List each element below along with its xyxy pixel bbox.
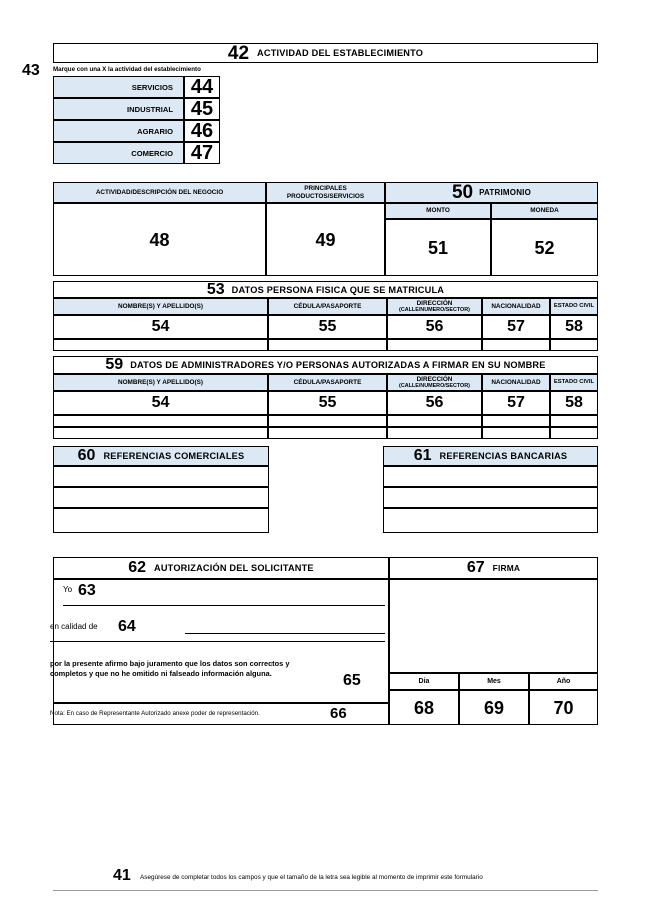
admin-col-label-nacionalidad: NACIONALIDAD bbox=[491, 378, 541, 386]
admin-field-number-55: 55 bbox=[318, 394, 337, 411]
field-number-43: 43 bbox=[22, 62, 40, 79]
patrimonio-moneda-value[interactable] bbox=[491, 219, 598, 276]
signature-day-header bbox=[389, 673, 459, 690]
bank-references-row-1[interactable] bbox=[383, 466, 598, 487]
field-number-63: 63 bbox=[78, 582, 96, 599]
person-cell-nacionalidad-blank[interactable] bbox=[482, 339, 550, 351]
signature-area[interactable] bbox=[389, 579, 598, 673]
person-cell-direccion-blank[interactable] bbox=[387, 339, 482, 351]
field-number-62: 62 bbox=[128, 559, 147, 576]
business-products-header-line1: PRINCIPALES bbox=[304, 185, 347, 193]
admin-cell-nombre-blank-1[interactable] bbox=[53, 415, 268, 427]
activity-label-industrial: INDUSTRIAL bbox=[127, 104, 173, 114]
commercial-references-row-1[interactable] bbox=[53, 466, 269, 487]
person-cell-nacionalidad[interactable] bbox=[482, 315, 550, 339]
signature-day-label: Dia bbox=[418, 678, 430, 685]
activity-row-industrial-value[interactable] bbox=[184, 98, 220, 120]
patrimonio-moneda-header bbox=[491, 203, 598, 219]
admin-cell-estado-civil-blank-1[interactable] bbox=[550, 415, 598, 427]
field-number-59: 59 bbox=[105, 356, 124, 373]
admin-col-label-estado-civil: ESTADO CIVIL bbox=[553, 379, 595, 386]
activity-row-agrario-label bbox=[53, 120, 184, 142]
person-cell-cedula-blank[interactable] bbox=[268, 339, 387, 351]
person-col-label-estado-civil: ESTADO CIVIL bbox=[553, 303, 595, 310]
field-number-70: 70 bbox=[553, 697, 574, 718]
field-number-47: 47 bbox=[190, 141, 214, 164]
signature-year-label: Año bbox=[556, 678, 571, 685]
admin-cell-estado-civil-blank-2[interactable] bbox=[550, 427, 598, 439]
person-col-header-direccion bbox=[387, 298, 482, 315]
admin-cell-estado-civil[interactable] bbox=[550, 391, 598, 415]
admin-cell-direccion-blank-2[interactable] bbox=[387, 427, 482, 439]
business-activity-header-label: ACTIVIDAD/DESCRIPCIÓN DEL NEGOCIO bbox=[95, 188, 224, 196]
activity-row-comercio-value[interactable] bbox=[184, 142, 220, 164]
person-section-header bbox=[53, 281, 598, 298]
signature-year-header bbox=[529, 673, 598, 690]
activity-row-servicios-label bbox=[53, 76, 184, 98]
person-cell-estado-civil-blank[interactable] bbox=[550, 339, 598, 351]
field-number-57: 57 bbox=[507, 318, 525, 335]
admin-col-label-cedula: CÉDULA/PASAPORTE bbox=[293, 378, 362, 386]
patrimonio-moneda-label: MONEDA bbox=[530, 207, 559, 215]
activity-label-servicios: SERVICIOS bbox=[131, 82, 173, 92]
admin-col-label-direccion-line1: DIRECCIÓN bbox=[416, 375, 453, 383]
signature-day-value[interactable] bbox=[389, 690, 459, 725]
person-col-header-cedula bbox=[268, 298, 387, 315]
person-cell-nombre-blank[interactable] bbox=[53, 339, 268, 351]
signature-month-value[interactable] bbox=[459, 690, 529, 725]
business-products-header bbox=[266, 182, 385, 203]
admin-section-title: DATOS DE ADMINISTRADORES Y/O PERSONAS AUTORIZADAS A FIRMAR EN SU NOMBRE bbox=[130, 360, 546, 370]
field-number-55: 55 bbox=[318, 318, 337, 335]
admin-col-label-direccion-line2: (CALLE/NUMERO/SECTOR) bbox=[399, 383, 470, 390]
admin-cell-direccion[interactable] bbox=[387, 391, 482, 415]
field-number-66: 66 bbox=[330, 705, 347, 722]
person-cell-direccion[interactable] bbox=[387, 315, 482, 339]
commercial-references-row-3[interactable] bbox=[53, 508, 269, 533]
business-activity-header bbox=[53, 182, 266, 203]
activity-section-title: ACTIVIDAD DEL ESTABLECIMIENTO bbox=[257, 48, 424, 58]
person-col-header-estado-civil bbox=[550, 298, 598, 315]
field-number-61: 61 bbox=[413, 447, 432, 464]
field-number-56: 56 bbox=[425, 318, 444, 335]
admin-col-header-direccion bbox=[387, 374, 482, 391]
signature-year-value[interactable] bbox=[529, 690, 598, 725]
admin-field-number-57: 57 bbox=[507, 394, 525, 411]
activity-section-header bbox=[53, 43, 598, 63]
person-col-label-nacionalidad: NACIONALIDAD bbox=[491, 302, 541, 310]
admin-col-header-nombre bbox=[53, 374, 268, 391]
activity-row-agrario-value[interactable] bbox=[184, 120, 220, 142]
field-number-44: 44 bbox=[190, 75, 214, 98]
person-cell-nombre[interactable] bbox=[53, 315, 268, 339]
person-col-label-cedula: CÉDULA/PASAPORTE bbox=[293, 302, 362, 310]
admin-cell-cedula-blank-1[interactable] bbox=[268, 415, 387, 427]
bank-references-header bbox=[383, 446, 598, 466]
field-number-60: 60 bbox=[77, 447, 96, 464]
commercial-references-header bbox=[53, 446, 269, 466]
person-col-label-nombre: NOMBRE(S) Y APELLIDO(S) bbox=[117, 302, 204, 310]
authorization-capacity-line-2[interactable] bbox=[50, 640, 385, 642]
authorization-yo-line[interactable] bbox=[63, 604, 385, 606]
authorization-note: Nota: En caso de Representante Autorizado anexe poder de representación. bbox=[50, 710, 260, 717]
authorization-affirmation-line2: completos y que no he omitido ni falseado información alguna. bbox=[50, 668, 272, 678]
activity-row-industrial-label bbox=[53, 98, 184, 120]
field-number-50: 50 bbox=[451, 182, 474, 203]
admin-col-header-nacionalidad bbox=[482, 374, 550, 391]
field-number-65: 65 bbox=[343, 672, 361, 689]
field-number-58: 58 bbox=[565, 318, 583, 335]
admin-col-label-nombre: NOMBRE(S) Y APELLIDO(S) bbox=[117, 378, 204, 386]
admin-cell-cedula-blank-2[interactable] bbox=[268, 427, 387, 439]
field-number-69: 69 bbox=[483, 697, 505, 718]
signature-month-label: Mes bbox=[487, 678, 501, 685]
footer-divider bbox=[53, 890, 598, 891]
patrimonio-monto-label: MONTO bbox=[426, 207, 450, 215]
field-number-64: 64 bbox=[118, 618, 136, 635]
activity-instruction: Marque con una X la actividad del establecimiento bbox=[53, 66, 201, 73]
admin-cell-nombre[interactable] bbox=[53, 391, 268, 415]
person-col-label-direccion-line1: DIRECCIÓN bbox=[416, 299, 453, 307]
field-number-51: 51 bbox=[427, 237, 449, 258]
field-number-45: 45 bbox=[190, 97, 214, 120]
bank-references-title: REFERENCIAS BANCARIAS bbox=[439, 451, 568, 461]
bank-references-row-2[interactable] bbox=[383, 487, 598, 508]
admin-col-header-cedula bbox=[268, 374, 387, 391]
authorization-header bbox=[53, 557, 389, 579]
authorization-capacity-label: en calidad de bbox=[50, 622, 98, 631]
authorization-capacity-line[interactable] bbox=[185, 632, 385, 634]
bank-references-row-3[interactable] bbox=[383, 508, 598, 533]
activity-label-comercio: COMERCIO bbox=[131, 148, 173, 158]
signature-month-header bbox=[459, 673, 529, 690]
activity-section-number: 42 bbox=[227, 42, 250, 64]
field-number-54: 54 bbox=[151, 318, 170, 335]
business-products-header-line2: PRODUCTOS/SERVICIOS bbox=[286, 192, 365, 200]
person-section-title: DATOS PERSONA FISICA QUE SE MATRICULA bbox=[231, 284, 445, 295]
authorization-affirmation-line1: por la presente afirmo bajo juramento que los datos son correctos y bbox=[50, 659, 290, 668]
admin-cell-nacionalidad-blank-2[interactable] bbox=[482, 427, 550, 439]
patrimonio-header bbox=[385, 182, 598, 203]
field-number-53: 53 bbox=[206, 280, 225, 298]
commercial-references-title: REFERENCIAS COMERCIALES bbox=[103, 451, 245, 461]
patrimonio-monto-header bbox=[385, 203, 491, 219]
footer-note: Asegúrese de completar todos los campos y que el tamaño de la letra sea legible al momento de imprimir este formulario bbox=[140, 874, 483, 881]
signature-title: FIRMA bbox=[492, 563, 521, 573]
commercial-references-row-2[interactable] bbox=[53, 487, 269, 508]
person-col-label-direccion-line2: (CALLE/NUMERO/SECTOR) bbox=[399, 307, 470, 314]
field-number-48: 48 bbox=[149, 229, 170, 250]
activity-row-servicios-value[interactable] bbox=[184, 76, 220, 98]
field-number-67: 67 bbox=[466, 559, 485, 576]
admin-cell-cedula[interactable] bbox=[268, 391, 387, 415]
patrimonio-monto-value[interactable] bbox=[385, 219, 491, 276]
field-number-68: 68 bbox=[413, 697, 435, 718]
field-number-49: 49 bbox=[315, 229, 336, 250]
business-activity-value[interactable] bbox=[53, 203, 266, 276]
activity-label-agrario: AGRARIO bbox=[137, 126, 173, 136]
signature-header bbox=[389, 557, 598, 579]
admin-cell-nombre-blank-2[interactable] bbox=[53, 427, 268, 439]
field-number-46: 46 bbox=[190, 119, 214, 142]
admin-field-number-54: 54 bbox=[151, 394, 170, 411]
admin-col-header-estado-civil bbox=[550, 374, 598, 391]
admin-cell-nacionalidad[interactable] bbox=[482, 391, 550, 415]
authorization-title: AUTORIZACIÓN DEL SOLICITANTE bbox=[154, 563, 314, 573]
person-col-header-nacionalidad bbox=[482, 298, 550, 315]
admin-section-header bbox=[53, 356, 598, 374]
business-products-value[interactable] bbox=[266, 203, 385, 276]
authorization-affirmation bbox=[50, 659, 340, 679]
activity-row-comercio-label bbox=[53, 142, 184, 164]
patrimonio-title: PATRIMONIO bbox=[479, 188, 532, 197]
admin-field-number-58: 58 bbox=[565, 394, 583, 411]
field-number-41: 41 bbox=[113, 867, 131, 884]
admin-cell-nacionalidad-blank-1[interactable] bbox=[482, 415, 550, 427]
person-col-header-nombre bbox=[53, 298, 268, 315]
authorization-yo-label: Yo bbox=[63, 585, 73, 594]
person-cell-cedula[interactable] bbox=[268, 315, 387, 339]
admin-cell-direccion-blank-1[interactable] bbox=[387, 415, 482, 427]
person-cell-estado-civil[interactable] bbox=[550, 315, 598, 339]
field-number-52: 52 bbox=[534, 237, 555, 258]
admin-field-number-56: 56 bbox=[425, 394, 444, 411]
